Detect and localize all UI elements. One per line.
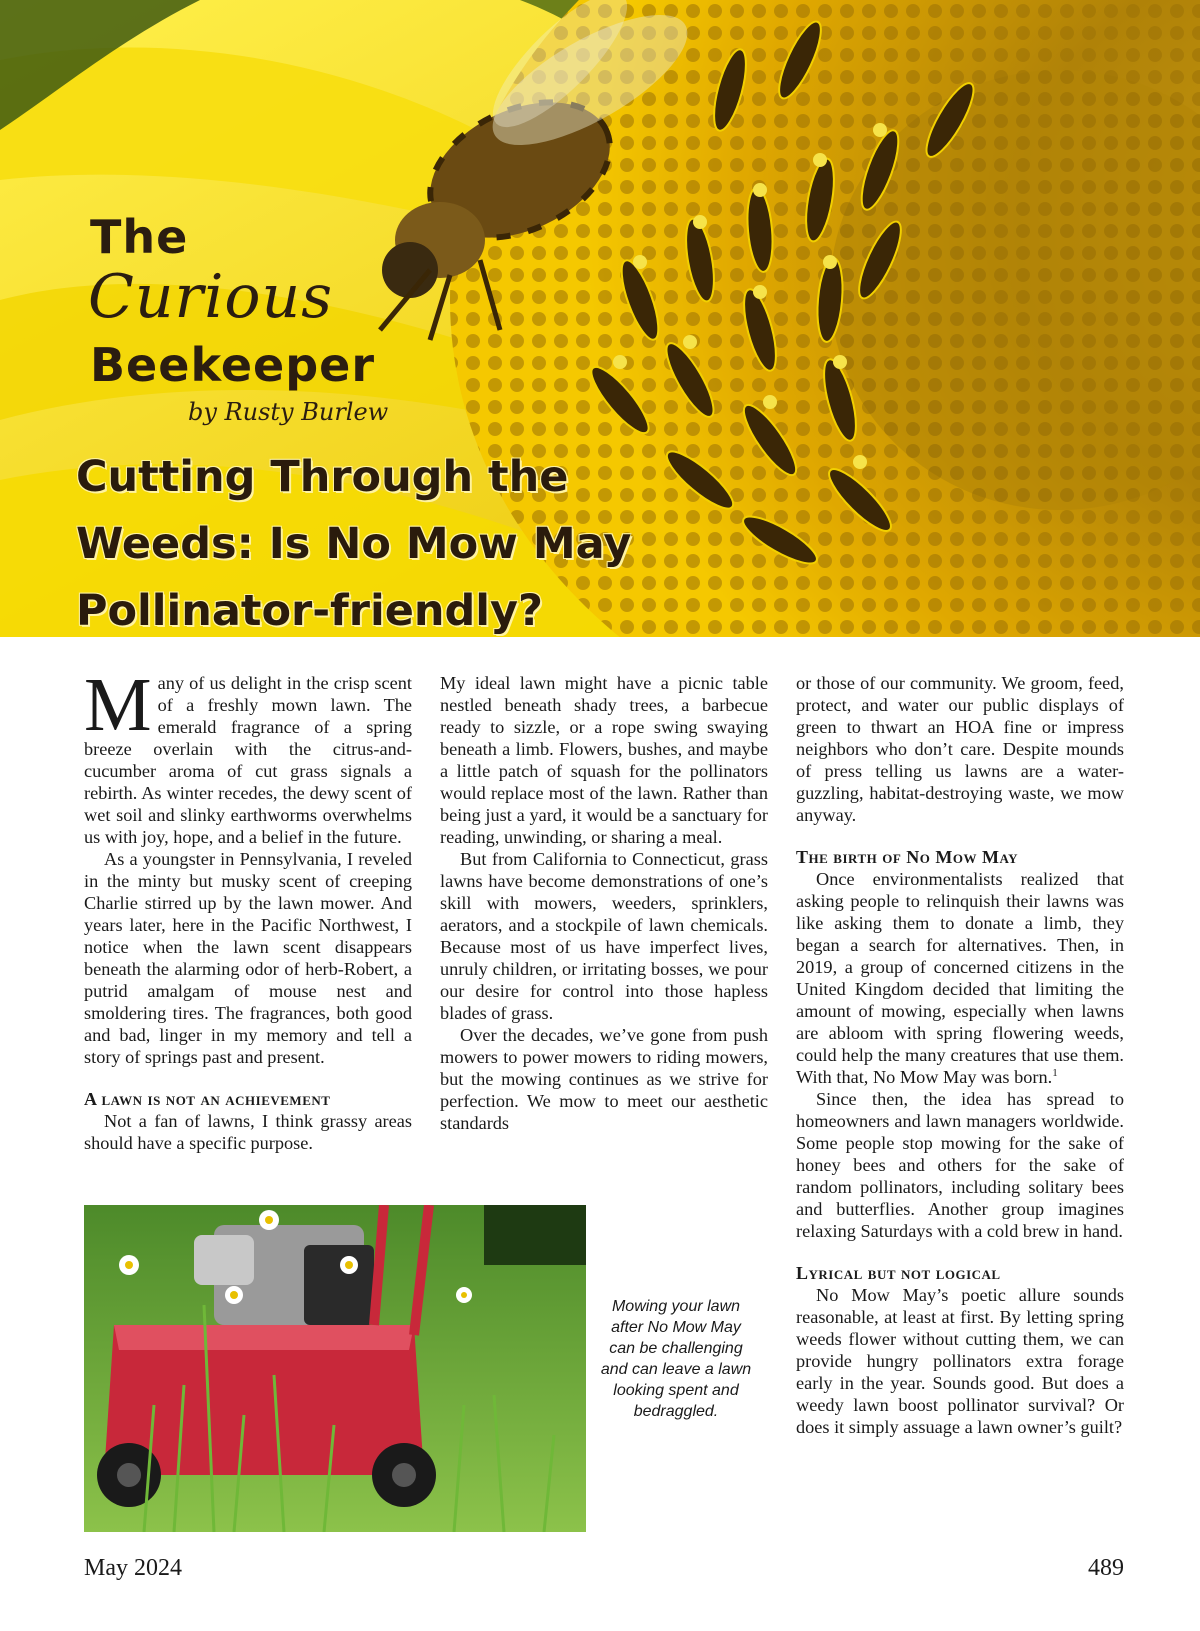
byline: by Rusty Burlew [188,398,389,426]
logo-curious: Curious [88,262,333,332]
article-headline [76,444,716,637]
article-column-1 [84,663,412,1154]
environmentalists-text: Once environmentalists realized that asking people to relinquish their lawns was like asking them to donate a limb, they began a search for alternatives. Then, in 2019, a group of concerned citizens in the United Kingdom decided that limiting the amount of mowing, especially when lawns are abloom with spring flowering weeds, could help the many creatures that use them. With that, No Mow May was born. [796,869,1124,1087]
paragraph-poetic-allure: No Mow May’s poetic allure sounds reasonable, at least at first. By letting spring weeds flower without cutting them, we can provide hungry pollinators extra forage early in the year. Sounds good. But does a weedy lawn boost pollinator survival? Or does it simply assuage a lawn owner’s guilt? [796,1285,1124,1437]
article-column-3 [796,672,1124,1438]
headline-line-1: Cutting Through the [76,452,569,502]
paragraph-pennsylvania: As a youngster in Pennsylvania, I reveled in the minty but musky scent of creeping Charlie stirred up by the lawn mower. And years later, here in the Pacific Northwest, I notice when the lawn scent disappears beneath the alarming odor of herb-Robert, a putrid amalgam of mouse nest and smoldering tires. The fragrances, both good and bad, linger in my memory and tell a story of springs past and present. [84,849,412,1067]
paragraph-community: or those of our community. We groom, feed, protect, and water our public displays of green to thwart an HOA fine or impress neighbors who don’t care. Despite mounds of press telling us lawns are a water-guzzling, habitat-destroying waste, we mow anyway. [796,673,1124,825]
paragraph-not-a-fan: Not a fan of lawns, I think grassy areas should have a specific purpose. [84,1111,412,1153]
intro-paragraph [84,663,412,848]
photo-caption: Mowing your lawn after No Mow May can be challenging and can leave a lawn looking spent and bedraggled. [600,1298,752,1420]
article-column-2 [440,672,768,1134]
paragraph-since-then: Since then, the idea has spread to homeowners and lawn managers worldwide. Some people stop mowing for the sake of honey bees and others for the sake of random pollinators, including solitary bees and butterflies. Another group imagines relaxing Saturdays with a cold brew in hand. [796,1089,1124,1241]
paragraph-environmentalists [796,868,1124,1088]
lawn-mower-illustration [84,1205,586,1532]
footnote-mark: 1 [1052,1066,1058,1079]
subhead-birth-no-mow-may: The birth of No Mow May [796,847,1019,867]
headline-line-2: Weeds: Is No Mow May [76,519,632,569]
headline-line-3: Pollinator-friendly? [76,586,543,636]
subhead-lawn-not-achievement: A lawn is not an achievement [84,1089,331,1109]
logo-the: The [90,210,189,264]
subhead-lyrical-not-logical: Lyrical but not logical [796,1263,1001,1283]
paragraph-ideal-lawn: My ideal lawn might have a picnic table nestled beneath shady trees, a barbecue ready to sizzle, or a rope swing swaying beneath a limb. Flowers, bushes, and maybe a little patch of squash for the pollinators would replace most of the lawn. Rather than being just a yard, it would be a sanctuary for reading, unwinding, or sharing a meal. [440,673,768,847]
page-number: 489 [1088,1555,1124,1581]
issue-date: May 2024 [84,1555,182,1581]
mower-photo [84,1205,586,1532]
intro-text: any of us delight in the crisp scent of a freshly mown lawn. The emerald fragrance of a spring breeze overlain with the citrus-and-cucumber aroma of cut grass signals a rebirth. As winter recedes, the dewy scent of wet soil and slinky earthworms overwhelms us with joy, hope, and a belief in the future. [84,673,412,847]
header-photo [0,0,1200,637]
paragraph-decades: Over the decades, we’ve gone from push mowers to power mowers to riding mowers, but the mowing continues as we strive for perfection. We mow to meet our aesthetic standards [440,1025,768,1133]
drop-cap: M [84,663,152,747]
paragraph-california: But from California to Connecticut, grass lawns have become demonstrations of one’s skill with mowers, weeders, sprinklers, aerators, and a stockpile of lawn chemicals. Because most of us have imperfect lives, unruly children, or irritating bosses, we pour our desire for control into those hapless blades of grass. [440,849,768,1023]
logo-beekeeper: Beekeeper [90,338,376,392]
